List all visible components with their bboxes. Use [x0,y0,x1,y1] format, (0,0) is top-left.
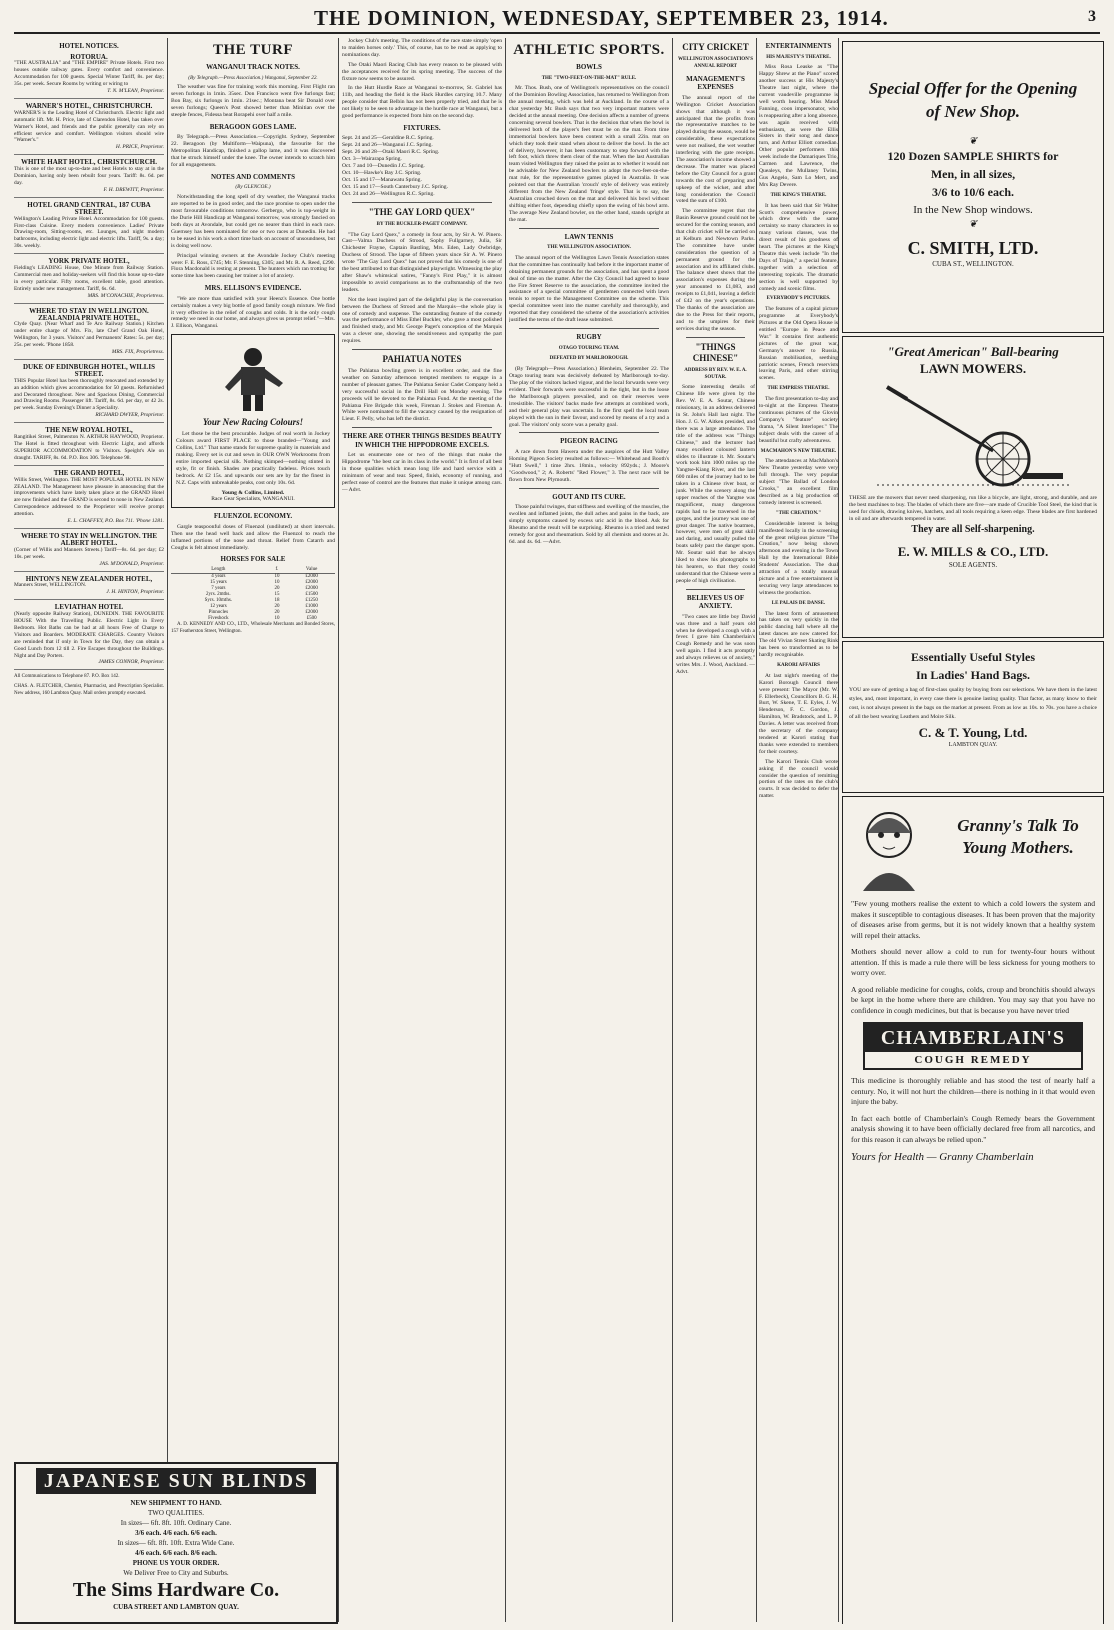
horses-sale-table [171,567,335,622]
theatre-heading: "THE CREATION." [775,510,822,516]
hotel-body: Fielding's LEADING House, One Minute from Railway Station. Commercial men and holiday-seekers will find this house up-to-date in every particular. Fifty rooms, excellent table, good attention. Entirely under new management. Tariff, 6s. 6d. [14,265,164,292]
article-paragraph: The features of a capital picture programme at Everybody's Pictures at the Old Opera House is entitled "Europe in Peace and War." It contains first authentic pictures of the great war, Germany's answer to Russia, Russian mobilisation, seething patriotic scenes, French reservists leaving Paris, and other stirring scenes. [759,306,838,382]
lawn-mower-icon [873,381,1073,491]
tennis-heading: LAWN TENNIS [564,232,614,241]
table-cell: £1250 [305,597,318,603]
article-paragraph: Notwithstanding the long spell of dry weather, the Wanganui tracks are reported to be in good order, and the race promise to open under the most favourable conditions tomorrow. Gerbergo, who is top-weight in the Durie Hill Handicap at Wanganui tomorrow, was strongly fancied on both days at Avondale, but could get no nearer than third in each race. Guernsey has been nominated for one or two races at Dunedin. He had to be eased in his work a short time back on account of unsoundness, but is doing well now. [171,194,335,249]
hotel-name: WHERE TO STAY IN WELLINGTON. THE ALBERT HOTEL. [20,531,158,547]
cricket-subheading-2: MANAGEMENT'S EXPENSES [686,74,745,92]
column-city-cricket [676,38,755,1624]
smith-line: Special Offer for the Opening [868,79,1078,98]
masthead [14,4,1100,34]
smith-line: of New Shop. [926,102,1020,121]
article-paragraph: A race down from Hawera under the auspices of the Hutt Valley Homing Pigeon Society resulted as follows:— Whitehead and Booth's "Hutt Swell," 1 time 2hrs. 18min., velocity 892yds.; J. Moore's "Goodwood," 2; A. Roberts' "Red Flower," 3. The next race will be flown from New Plymouth. [509,448,669,483]
hotel-body: Rangitikei Street, Palmerston N. ARTHUR HAYWOOD, Proprietor. The Hotel is fitted throughout with Electric Light, and affords SUPERIOR ACCOMMODATION to Visitors. Speight's Ale on draught. TARIFF, 8s. 6d. P.O. Box 306. Telephone 98. [14,434,164,461]
hotel-name: DUKE OF EDINBURGH HOTEL, WILLIS STREET. [22,362,156,378]
entertainments-heading: ENTERTAINMENTS [765,42,832,50]
column-rule [756,38,757,1622]
leaf-icon: ❦ [968,136,978,147]
theatre-heading: LE PALAIS DE DANSE. [771,600,826,606]
mowers-body: THESE are the mowers that never need sharpening, run like a bicycle, are light, strong, and durable, and are the best machines to buy. The blades of which there are five—are made of Crucible Tool Steel, the kind that is used for chisels, drawing knives, hatchets, and all tools requiring a keen edge. These blades are first hardened in oil and are afterwards tempered in water. [849,495,1097,522]
article-paragraph: In the Hutt Hurdle Race at Wanganui to-morrow, St. Gabriel has 11lb, and heading the field is the Hack Hurdles carrying 10.7. Many people consider that Belbin has not been properly tried, and that he is not likely to be seen to advantage in the hurdle race at Wanganui, but a good performance is expected from him on the second day. [342,85,502,120]
article-paragraph: Considerable interest is being manifested locally in the screening of the great religious picture "The Creation," now being shown afternoon and evening in the Town Hall by the International Bible Students' Association. The dual attraction of a totally unusual picture and a free entertainment is securing very large attendances to witness the production. [759,520,838,596]
hotel-proprietor: J. H. HINTON, Proprietor. [106,589,164,596]
karori-heading: KARORI AFFAIRS [777,662,820,668]
hotel-proprietor: H. PRICE, Proprietor. [115,144,164,151]
fixtures-list [342,135,502,197]
hotel-name: HINTON'S NEW ZEALANDER HOTEL, [25,574,153,583]
hotel-notice [14,258,164,303]
sun-blinds-row: In sizes— 6ft. 8ft. 10ft. Ordinary Cane. [120,1519,232,1527]
chamberlains-brand-2: COUGH REMEDY [914,1054,1032,1066]
hotel-name: WHERE TO STAY IN WELLINGTON. ZEALANDIA PRIVATE HOTEL, [29,306,149,322]
mowers-title-2: LAWN MOWERS. [919,361,1027,376]
hotel-notice [14,103,164,155]
table-cell: 12 years [209,603,227,609]
hotel-name: YORK PRIVATE HOTEL, [48,257,130,266]
chamberlains-logo [863,1022,1083,1070]
article-paragraph: The Karori Tennis Club wrote asking if the council would consider the question of remitting portion of the rates on the club's courts. It was decided to defer the matter. [759,758,838,800]
smith-brand: C. SMITH, LTD. [907,238,1039,258]
bowls-subheading: THE "TWO-FEET-ON-THE-MAT" RULE. [541,75,637,81]
table-cell: 10 [274,615,280,621]
jockey-illustration-icon [203,343,303,413]
hotel-list [14,54,164,671]
hotel-proprietor: JAMES CONNOR, Proprietor. [98,659,164,666]
table-cell: £2000 [305,579,318,585]
article-paragraph: Some interesting details of Chinese life were given by the Rev. W. E. A. Soutar, Chinese missionary, in an address delivered in St. John's Hall last night. The Hon. J. G. W. Aitken presided, and there was a large attendance. The title of the address was "Things Chinese," and the lecturer had many excellent coloured lantern slides to illustrate it. Mr. Soutar's work took him 1000 miles up the Yangtse-Kiang River, and the last 600 miles of the journey had to be taken in a Chinese river boat, or junk. While the scenery along the upper reaches of the Yangtse was magnificent, many dangerous rapids had to be traversed in the gorges, and the journey was one of great danger. The native boatmen, however, were men of great skill and daring, and usually pulled the boats safely past the danger spots. Mr. Soutar said that he always liked to show his photographs to his hearers, so that they could understand that the Chinese were a people of high civilisation. [676,384,755,584]
table-cell: Pinnocles [208,609,229,615]
granny-paragraph: "Few young mothers realise the extent to which a cold lowers the system and makes it susceptible to contagious diseases. It has been proven that the majority of diseases arise from germs, but it is not widely known that a healthy system will repel their attacks. [851,899,1095,940]
rugby-subheading-2: DEFEATED BY MARLBOROUGH. [549,356,629,362]
granny-title-2: Young Mothers. [962,838,1074,857]
theatre-heading: MACMAHON'S NEW THEATRE. [760,448,837,454]
hotel-proprietor: E. L. CHAFFEY, P.O. Box 711. 'Phone 1281. [67,518,164,525]
hotel-notice [14,533,164,572]
hotel-body: This is one of the most up-to-date and best Hotels to stay at in the Dominion, having only been rebuilt four years. Tariff: 8s. 6d. per day. [14,166,164,186]
hotel-body: THIS Popular Hotel has been thoroughly renovated and extended by an addition which gives accommodation for 50 guests. Refurnished and Decorated throughout. New and Spacious Dining, Commercial and Drawing Rooms. Passenger lift. Tariff, 8s. 6d. per day, or 42 2s. per week. Sunday Evening's Dinner a Speciality. [14,377,164,412]
article-paragraph: The annual report of the Wellington Cricket Association shows that although it was anticipated that the profits from the representative matches to be played during the season, would be considerable, these expectations were not realised, the wet weather interfering with the gate receipts. The association's income showed a decrease. The matter was placed before the City Council for a grant towards the cost of preparing and upkeep of the wicket, and after long consideration the Council voted the sum of £100. [676,94,755,205]
turf-dateline: (By Telegraph.—Press Association.) Wanganui, September 22. [188,74,318,81]
column-hotel-notices [14,38,164,1460]
article-paragraph: At last night's meeting of the Karori Borough Council there were present: The Mayor (Mr. W. F. Ellerbeck), Councillors B. G. H. Burt, W. Skene, T. E. Eyles, J. W. Henderson, F. C. Gordon, J. Hamilton, W. Bradstock, and L. P. Davies. A letter was received from the secretary of the company tendered at Karori stating that thanks were extended to members for their courtesy. [759,672,838,755]
list-item: Oct. 15 and 17—Manawatu Spring. [342,176,422,183]
bags-title: Essentially Useful Styles [910,650,1035,664]
gout-heading: GOUT AND ITS CURE. [552,492,626,501]
pigeon-heading: PIGEON RACING [560,437,618,446]
smith-address: CUBA ST., WELLINGTON. [932,260,1014,268]
article-paragraph: "We are more than satisfied with your Heenz's Essence. One bottle certainly makes a very big bottle of good family cough mixture. We find it very effective in the relief of coughs and colds. It is the only cough remedy we need in our home, and always gives us prompt relief."—Mrs. J. Ellison, Wanganui. [171,295,335,330]
table-cell: 10 [274,579,280,585]
hotel-proprietor: JAS. M'DONALD, Proprietor. [99,560,164,567]
hotel-notice [14,308,164,360]
article-paragraph: The Pahiatua bowling green is in excellent order, and the fine weather on Saturday afternoon tempted members to engage in a number of pleasant games. The Pahiatua Senior Cadet Company held a very successful social in the Drill Hall on Monday evening. The proceeds will be devoted to the Pahiatua Fund. At the meeting of the Pahiatua Fire Brigade this week, Fireman J. Stokes and Fireman A. White were nominated to fill the vacancy caused by the resignation of Lieut. F. Pelly, who has left the district. [342,368,502,423]
hotel-name: LEVIATHAN HOTEL [54,603,124,612]
table-cell: £1500 [305,591,318,597]
smith-line: 120 Dozen SAMPLE SHIRTS for [887,149,1059,163]
hotel-proprietor: MRS. FIX, Proprietress. [111,349,164,356]
article-paragraph: The annual report of the Wellington Lawn Tennis Association states that the committee has continually had before it the important matter of obtaining permanent grounds for the association, and has spent a good deal of time on the matter. After the City Council had agreed to lease the Fire Street Reserve to the association, the committee invited the assistance of a special committee of gentlemen connected with lawn tennis to report to the Management Committee on the scheme. This special committee went into the matter carefully and thoroughly, and reported that they considered the scheme of the association's activities justified the terms of the draft lease submitted. [509,254,669,324]
hotel-body: WARNER'S is the Leading Hotel of Christchurch. Electric light and automatic lift. Mr. H. Price, late of Clarendon Hotel, has taken over Warner's Hotel, and friends and the public generally can rely on efficient service and comfort. Wellington visitors should wire "Warner's." [14,109,164,144]
article-paragraph: "Two cases are little boy David was three and a half years old when he developed a cough with a fever. I gave him Chamberlain's Cough Remedy and he was soon well again. I find it acts promptly and always relieves us of anxiety," writes Mrs. J. Wood, Auckland. —Advt. [676,613,755,675]
fluenzol-text: Gargle teaspoonful doses of Fluenzol (undiluted) at short intervals. Then use the head well back and allow the Fluenzol to reach the inflamed portions of the nose and throat. Relief from Catarrh and Coughs is felt almost immediately. [171,523,335,551]
hotel-name: THE GRAND HOTEL, [53,468,125,477]
list-item: Sept. 24 and 26—Wanganui J.C. Spring. [342,142,433,149]
notes-byline: (By GLENCOE.) [235,184,271,191]
hotel-body: (Corner of Willis and Manners Streets.) Tariff—8s. 6d. per day; £2 10s. per week. [14,546,164,560]
rugby-subheading: OTAGO TOURING TEAM. [558,345,620,351]
article-paragraph: It has been said that Sir Walter Scott's comprehensive power, which drew with the same certainty so many characters in so many various classes, was the direct result of his goodness of heart. The pictures at the King's Theatre this week include "In the Days of Trajan," a special feature, together with a selection of interesting topicals. The dramatic section is well supported by comedy and scenic films. [759,202,838,292]
list-item: Sept. 24 and 25—Geraldine R.C. Spring. [342,135,434,142]
hotel-notice [14,364,164,423]
sun-blinds-ad [14,1462,338,1624]
hotel-notice [14,576,164,601]
hotel-name: THE NEW ROYAL HOTEL, [45,426,133,435]
granny-title: Granny's Talk To [957,816,1079,835]
article-paragraph: The latest form of amusement has taken on very quickly in the public dancing hall where all the latest dances are now catered for. The old Vivian Street Skating Rink has been so transformed as to be hardly recognisable. [759,610,838,658]
table-header: Value [288,567,335,574]
article-paragraph: The attendances at MacMahon's New Theatre yesterday were very full through. The very popular subject "The Ballad of London Crooks," an excellent film described as a big production of comedy interest is screened. [759,458,838,506]
granny-paragraph: This medicine is thoroughly reliable and has stood the test of nearly half a century. No, it will not hurt the children—there is nothing in it that would even injure the baby. [851,1076,1095,1106]
rugby-heading: RUGBY [576,333,602,341]
hotel-notice [14,427,164,466]
article-paragraph: The weather was fine for training work this morning. First Flight ran seven furlongs in 1min. 35sec. Don Francisco went five furlongs fast; Bon Bay, six furlongs in 1min. 21sec.; Montana beat Sir Donald over seven furlongs; Queen's Post showed better than Minitian over the steeple fences, Fidessa beat Rorapehi over half a mile. [171,84,335,119]
horses-sale-heading: HORSES FOR SALE [220,555,286,564]
notes-heading: NOTES AND COMMENTS [210,172,295,181]
column-rule [167,38,168,1622]
article-paragraph: "The Gay Lord Quex," a comedy in four acts, by Sir A. W. Pinero. Cast—Valma Duchess of Strood, Sophy Fullgarney, Julia, Sir Chichester Frayne, Captain Bastling, Mrs. Eden, Lady Owbridge, Duchess of Strood. The lapse of fifteen years since Sir A. W. Pinero wrote "The Gay Lord Quex" has not proved that his comedy is one of the best attributed to that distinguished playwright. Witnessing the play after Shaw's whimsical satires, "Fanny's First Play," it is almost impossible to avoid comparisons as to the craftsmanship of the two leaders. [342,231,502,293]
mills-brand: E. W. MILLS & CO., LTD. [897,544,1049,559]
sun-blinds-row: 4/6 each. 6/6 each. 8/6 each. [135,1549,217,1557]
racing-colours-body: Let those be the best procurable. Judges of real worth in Jockey Colours award FIRST PLACE to those branded—"Young and Collins, Ltd." That name stands for supreme quality in materials and making. Every set is cut and sewn in OUR OWN Workrooms from entire imported special silk. Nothing skimped—nothing stinted in style, fit or finish. Shades are practically fadeless. Prices touch bedrock. At £2 15s. and upwards our sets are by far the finest in N.Z. Caps with unbreakable peaks, cost only 10s. 6d. [176,431,330,486]
lawn-mowers-ad [842,336,1104,638]
list-item: Oct. 10—Hawke's Bay J.C. Spring. [342,170,422,176]
theatre-heading: THE KING'S THEATRE. [770,192,827,198]
hotel-body: Manners Street, WELLINGTON. [14,582,87,589]
racing-colours-place: Race Gear Specialists, WANGANUI. [211,496,295,503]
bags-title-2: In Ladies' Hand Bags. [915,668,1031,682]
hand-bags-ad [842,641,1104,793]
column-rule [338,38,339,1622]
chamberlains-brand: CHAMBERLAIN'S [865,1024,1081,1052]
hotel-body: (Nearly opposite Railway Station), DUNEDIN. THE FAVOURITE HOUSE With the Travelling Public. Electric Light in Every Bedroom. Hot Baths can be had at all hours Free of Charge to Visitors and Boarders. MODERATE CHARGES. Country Visitors are reminded that if only in Town for the Day, they can obtain a Good Lunch from 12 till 2. Fire Escapes throughout the Buildings. Night and Day Porters. [14,611,164,659]
hotel-name: WARNER'S HOTEL, CHRISTCHURCH. [25,101,153,110]
granny-paragraph: In fact each bottle of Chamberlain's Cough Remedy bears the Government analysis showing it to have been officially declared free from all narcotics, and for this reason it can always be relied upon." [851,1113,1095,1144]
hotel-name: HOTEL GRAND CENTRAL, 187 CUBA STREET. [27,200,151,216]
mowers-title: "Great American" Ball-bearing [887,344,1059,359]
fletcher-notice: CHAS. A. FLETCHER, Chemist, Pharmacist, and Prescription Specialist. New address, 160 Lambton Quay. Mail orders promptly executed. [14,684,164,697]
chinese-subheading: ADDRESS BY REV. W. E. A. SOUTAR. [684,367,747,380]
table-header: Length [171,567,266,574]
sun-blinds-line: PHONE US YOUR ORDER. [132,1559,220,1567]
tennis-subheading: THE WELLINGTON ASSOCIATION. [547,245,631,251]
column-rule [672,38,673,1622]
table-cell: Syrs. 10mths. [204,597,233,603]
table-header: f. [266,567,289,574]
article-paragraph: The committee regret that the Basin Reserve ground could not be secured for the coming season, and that club cricket will be carried on at Kelburn and Newtown Parks. The committee have under consideration the question of a permanent ground for the association and its affiliated clubs. The balance sheet shows that the association's expenses during the year amounted to £1,083, and receipts to £1,041, leaving a deficit of £42 on the year's operations. The thanks of the association are due to the Press for their reports, and to the umpires for their services during the season. [676,208,755,332]
fixtures-heading: FIXTURES. [403,123,441,132]
smith-line: In the New Shop windows. [913,204,1033,216]
cricket-heading: CITY CRICKET [682,42,749,52]
column-racing-drama [342,38,502,1624]
racing-colours-brand: Young & Collins, Limited. [221,489,285,496]
fluenzol-heading: FLUENZOL ECONOMY. [213,512,293,521]
granny-paragraph: Mothers should never allow a cold to run for twenty-four hours without attention. If this is made a rule there will be less sickness for young mothers to worry over. [851,947,1095,977]
hotel-notice [14,202,164,254]
sun-blinds-line: We Deliver Free to City and Suburbs. [123,1569,229,1577]
hotel-body: "THE AUSTRALIA" and "THE EMPIRE" Private Hotels. First two houses outside railway gates. Every comfort and convenience. Accommodation for 100 guests. Special Winter Tariff, 8s. per day; 35s. per week. Secure Rooms by writing or wiring to [14,60,164,88]
kennedy-notice: A. D. KENNEDY AND CO., LTD., Wholesale Merchants and Bonded Stores, 157 Featherston Street, Wellington. [171,621,335,634]
table-cell: 15 [274,591,280,597]
granny-signature: Yours for Health — Granny Chamberlain [851,1151,1034,1163]
hotel-proprietor: RICHARD DWYER, Proprietor. [95,412,164,419]
column-turf [171,38,335,1460]
bags-body: YOU are sure of getting a bag of first-class quality by buying from our selections. We have them in the latest styles, and, most important, in every case there is genuine lasting quality. That factor, as many know to their cost, is not always present in the bags on the market at present. From as low as 10s. to 70s. you have a choice of all the best wearing Leathers and Moire Silk. [849,687,1097,720]
column-rule [505,38,506,1622]
hotel-notice [14,54,164,99]
table-cell: 18 [274,597,280,603]
table-cell: 4 years [211,573,226,579]
hotel-notice [14,159,164,198]
sun-blinds-title: JAPANESE SUN BLINDS [36,1468,316,1494]
mowers-self-sharpening: They are all Self-sharpening. [911,524,1035,535]
list-item: Sept. 26 and 28—Otaki Maori R.C. Spring. [342,149,440,156]
smith-line: Men, in all sizes, [930,167,1016,181]
turf-heading: THE TURF [213,42,293,58]
telephone-notice: All Communications to Telephone 87. P.O. Box 142. [14,674,120,680]
list-item: Oct. 3—Wairarapa Spring. [342,156,402,163]
hotel-body: Willis Street, Wellington. THE MOST POPULAR HOTEL IN NEW ZEALAND. The Management have pleasure in announcing that the improvements which have lately taken place at the GRAND Hotel are now finished and the GRAND is second to none in New Zealand. Correspondence addressed to the Proprietor will receive prompt attention. [14,476,164,518]
column-rule [838,38,839,1622]
young-address: LAMBTON QUAY. [948,742,998,748]
turf-subheading: WANGANUI TRACK NOTES. [206,63,300,71]
hippodrome-heading: THERE ARE OTHER THINGS BESIDES BEAUTY IN WHICH THE HIPPODROME EXCELS. [342,432,502,449]
racing-colours-title: Your New Racing Colours! [202,417,304,428]
hotel-proprietor: F. H. DREWITT, Proprietor. [103,186,164,193]
hotel-proprietor: T. N. M'LEAN, Proprietor. [107,88,164,95]
pahiatua-heading: PAHIATUA NOTES [382,354,462,365]
column-athletic-sports [509,38,669,1624]
beragoon-heading: BERAGOON GOES LAME. [209,122,297,131]
table-cell: £2000 [305,573,318,579]
smith-shop-ad [842,41,1104,333]
sun-blinds-row: In sizes— 6ft. 8ft. 10ft. Extra Wide Cane. [117,1539,235,1547]
table-cell: 2yrs. 2mths. [206,591,231,597]
table-cell: 15 years [209,579,227,585]
table-cell: £1000 [305,603,318,609]
mills-agents: SOLE AGENTS. [948,561,998,569]
list-item: Oct. 15 and 17—South Canterbury J.C. Spring. [342,183,448,190]
article-paragraph: Those painful twinges, that stiffness and swelling of the muscles, the swollen and inflamed joints, the dull aches and pains in the back, are simply symptoms caused by excess uric acid in the blood. Ask for Rheumo and the result will be surprising. Rheumo is a tried and tested remedy for gout and rheumatism. Sold by all chemists and stores at 2s. 6d. and 4s. 6d. —Advt. [509,504,669,545]
play-subheading: BY THE BUCKLER-PAGET COMPANY. [376,221,468,227]
article-paragraph: The first presentation to-day and to-night at the Empress Theatre continuous pictures of the Glovin Company's "feature" society drama, "A Silent Interloper." The subject deals with the career of a beautiful but crafty adventuress. [759,396,838,444]
list-item: Oct. 7 and 10—Dunedin J.C. Spring. [342,163,425,170]
table-cell: £500 [306,615,317,621]
racing-colours-ad [171,334,335,508]
article-paragraph: Miss Rosa Leaske as "The Happy Shrew at the Piano" scored another success at His Majesty's Theatre last night, where the current vaudeville programme is well worth hearing. Miss Maud Fanning, coon impersonator, who is reappearing after a long absence, was again received with enthusiasm, as were the Ellis Sisters in their song and dance turn, and Arthur Elliott comedian. Other popular performers this week include the Damariques Trio, Carmen and Lawrence, the Quealeys, the Mullaney Twins, Gus Angelo, Sam Lo Mert, and Mrs Ray Devere. [759,64,838,188]
table-cell: Fiveshock [208,615,229,621]
table-cell: 20 [274,603,280,609]
leaf-icon: ❦ [968,219,978,230]
anxiety-heading: BELIEVES US OF ANXIETY. [686,593,745,611]
hotel-proprietor: MRS. M'CONACHIE, Proprietress. [87,292,164,299]
table-cell: 20 [274,585,280,591]
article-paragraph: By Telegraph.—Press Association.—Copyright. Sydney, September 22. Beragoon (by Multiform—Waipuna), the favourite for the Metropolitan Handicap, finished a gallop lame, and it was discovered that he struck himself under the knee. The owner intends to scratch him for all engagements. [171,134,335,169]
article-paragraph: Principal winning owners at the Avondale Jockey Club's meeting were: F. E. Ross, £745; Mr. F. Stenning, £305; and Mr. R. A. Reed, £290. Flora Macdonald is resting at present. The hunters which ran trotting for some time has been causing her trainer a lot of anxiety. [171,252,335,280]
granny-portrait-icon [849,803,929,893]
hotel-body: Clyde Quay. (Near Wharf and Te Aro Railway Station.) Kitchen under entire charge of Mrs. Fix, late Chef Grand Oak Hotel, Wellington, for 3 years. Visitors' and Permanents' Rates: 5s. per day; 25s. per week. 'Phone 1858. [14,321,164,349]
sun-blinds-line: TWO QUALITIES. [148,1509,204,1517]
page-number: 3 [1088,8,1096,25]
table-cell: 10 [274,573,280,579]
theatre-heading: THE EMPRESS THEATRE. [767,386,830,392]
sun-blinds-row: 3/6 each. 4/6 each. 6/6 each. [135,1529,217,1537]
table-cell: 7 years [211,585,226,591]
article-paragraph: Jockey Club's meeting. The conditions of the race state simply 'open to maiden horses only.' This, of course, has to be read as applying to nominations day. [342,38,502,58]
sims-hardware-address: CUBA STREET AND LAMBTON QUAY. [113,1603,239,1611]
chinese-heading: "THINGS CHINESE" [692,341,739,363]
table-cell: 20 [274,609,280,615]
column-advertisements [842,38,1104,1624]
article-paragraph: (By Telegraph—Press Association.) Blenheim, September 22. The Otago touring team was decisively defeated by Marlborough to-day. The play of the visitors lacked vigour, and the local forwards were very evident. Their forwards were successful in the tight, but in the loose the Marlborough players prevailed, and on their reserves were irresistible. The visitors' backs made few attempts at combined work, and their general play was uncertain. In the first spell the local team played with the sun in their favour, and scored by means of a try and a goal. The visitors' only score was a penalty goal. [509,366,669,428]
hotel-notices-heading: HOTEL NOTICES. [59,42,119,50]
article-paragraph: The Otaki Maori Racing Club has every reason to be pleased with the acceptances received for its spring meeting. The success of the fixture now seems to be assured. [342,61,502,82]
sims-hardware-brand: The Sims Hardware Co. [72,1579,280,1601]
article-paragraph: Mr. Thos. Bush, one of Wellington's representatives on the council of the Dominion Bowling Association, has returned to Wellington from the annual meeting, which was held at Auckland. In the course of a chat yesterday Mr. Bush says that two very important matters were decided at the annual meeting. One decision affects a number of greens concerning several bowlers. That is the decision that when the bowl is delivered both of the player's feet must be on the mat. From time immemorial bowlers have been content with a small 22in. mat on which they took their stand when about to deliver the bowl. In the act of delivery, however, it has been customary to step forward with the left foot, which threw them clear of the mat. When the last Australian team visited Wellington they raised the point as to whether it would not be advisable for New Zealand bowlers to adopt the two-feet-on-the-mat rule, for the representative games played in Australia. It was pointed out that the Australian 'crouch' style of delivery was entirely different from the New Zealand 'fringe' style. That is to say, the Australian crouched down on the mat and delivered his bowl without shifting either foot, depending chiefly upon the swing of his bowl arm. The average New Zealand bowler, on the other hand, stands upright at the mat. [509,85,669,223]
play-heading: "THE GAY LORD QUEX" [368,206,476,217]
bowls-heading: BOWLS [576,63,602,71]
theatre-heading: HIS MAJESTY'S THEATRE. [766,54,831,60]
young-brand: C. & T. Young, Ltd. [918,725,1028,740]
table-cell: £2000 [305,609,318,615]
hotel-name: WHITE HART HOTEL, CHRISTCHURCH. [21,158,157,167]
list-item: Oct. 24 and 26—Wellington R.C. Spring. [342,190,435,197]
sun-blinds-line: NEW SHIPMENT TO HAND. [130,1499,222,1507]
hotel-name: ROTORUA. [70,52,108,61]
smith-line: 3/6 to 10/6 each. [932,185,1014,199]
granny-paragraph: A good reliable medicine for coughs, colds, croup and bronchitis should always be kept in the home where there are children. You may say that you have no confidence in cough medicines, but that is because you have never tried [851,984,1095,1015]
column-entertainments [759,38,838,1624]
ellison-heading: MRS. ELLISON'S EVIDENCE. [204,284,302,293]
athletic-heading: ATHLETIC SPORTS. [513,42,665,58]
theatre-heading: EVERYBODY'S PICTURES. [766,296,831,302]
hotel-notice [14,470,164,529]
hotel-body: Wellington's Leading Private Hotel. Accommodation for 100 guests. First-class Cuisine. Every modern convenience. Ladies' Private Drawing-room, Sitting-rooms, etc. Lounges, and night modern bathrooms, including electric light and electric lifts. Tariff, 9s. a day; 30s. weekly. [14,215,164,250]
article-paragraph: Let us enumerate one or two of the things that make the Hippodrome "the best car in its class in the world." It is first of all best in those qualities which mean long life and hard service with a minimum of wear and tear. Speed, finish, economy of running, and perfect ease of control are the features that make it unique among cars. — Advt. [342,452,502,493]
hotel-notice [14,604,164,670]
cricket-subheading: WELLINGTON ASSOCIATION'S ANNUAL REPORT [678,57,753,69]
masthead-title: THE DOMINION, WEDNESDAY, SEPTEMBER 23, 1914. [314,6,889,30]
table-cell: £2000 [305,585,318,591]
article-paragraph: Not the least inspired part of the delightful play is the conversation between the Duchess of Strood and the Marquis—the whole play is one of comedy and suspense. The outstanding feature of the comedy was the performance of Miss Ethel Buckler, who gave a most polished and finished study, and Mr. George Paget's conception of the Marquis was a clever one, showing the sensitiveness and sympathy the part requires. [342,296,502,345]
granny-talk-ad [842,796,1104,1624]
